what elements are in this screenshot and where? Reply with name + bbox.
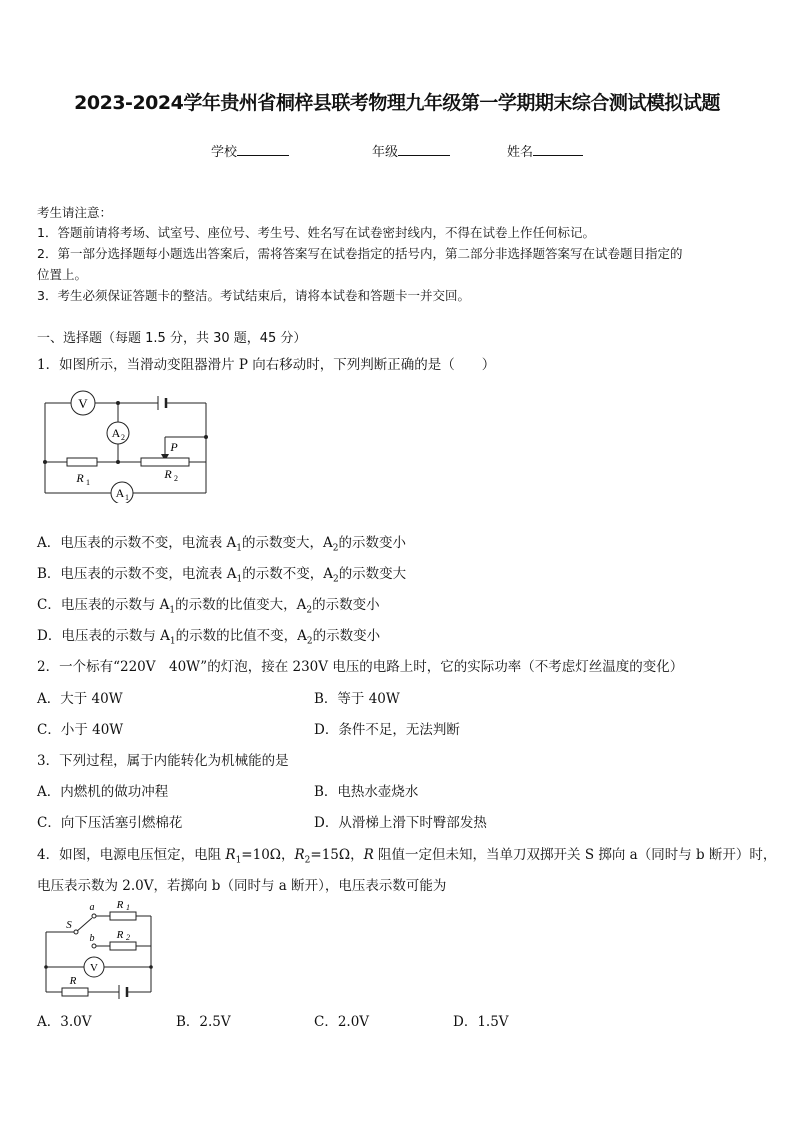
question-4-stem-line-2: 电压表示数为 2.0V，若掷向 b（同时与 a 断开），电压表示数可能为	[37, 878, 447, 894]
contact-b-label: b	[89, 933, 95, 944]
question-4-option-d[interactable]: D．1.5V	[453, 1014, 509, 1030]
notice-item: 1．答题前请将考场、试室号、座位号、考生号、姓名写在试卷密封线内，不得在试卷上作任何标记。	[37, 225, 595, 240]
resistor-r-label: R	[69, 975, 77, 987]
name-field[interactable]	[507, 141, 583, 160]
resistor-r2-label: R	[116, 929, 124, 941]
contact-a-label: a	[89, 902, 95, 913]
question-3-option-b[interactable]: B．电热水壶烧水	[314, 784, 419, 800]
grade-field[interactable]	[372, 141, 450, 160]
resistor-r	[62, 988, 88, 996]
question-3-option-d[interactable]: D．从滑梯上滑下时臀部发热	[314, 815, 487, 831]
question-1-option-b[interactable]: B．电压表的示数不变，电流表 $A_1$的示数不变，$A_2$的示数变大	[37, 566, 407, 585]
resistor-r1	[67, 458, 97, 466]
name-label: 姓名	[507, 145, 534, 160]
question-1-option-c[interactable]: C．电压表的示数与 $A_1$的示数的比值变大，$A_2$的示数变小	[37, 597, 380, 616]
question-2-option-c[interactable]: C．小于 40W	[37, 722, 124, 738]
grade-label: 年级	[372, 145, 399, 160]
resistor-r1-label: R	[76, 471, 84, 485]
question-2-stem: 2．一个标有“220V 40W”的灯泡，接在 230V 电压的电路上时，它的实际功率（不考虑灯丝温度的变化）	[37, 659, 684, 675]
section-heading: 一、选择题（每题 1.5 分，共 30 题，45 分）	[37, 331, 307, 346]
ammeter-2-label: A	[111, 426, 121, 440]
school-field[interactable]	[211, 141, 289, 160]
question-3-stem: 3．下列过程，属于内能转化为机械能的是	[37, 753, 289, 769]
notice-item: 3．考生必须保证答题卡的整洁。考试结束后，请将本试卷和答题卡一并交回。	[37, 288, 470, 303]
notice-item: 2．第一部分选择题每小题选出答案后，需将答案写在试卷指定的括号内，第二部分非选择题答案写在试卷题目指定的	[37, 246, 683, 261]
switch-contact-a	[92, 914, 96, 918]
school-blank[interactable]	[237, 143, 289, 156]
rheostat-r2-subscript: 2	[174, 474, 178, 483]
resistor-r2	[110, 942, 136, 950]
question-4-option-c[interactable]: C．2.0V	[314, 1014, 370, 1030]
question-2-option-b[interactable]: B．等于 40W	[314, 691, 400, 707]
question-4-circuit-diagram	[40, 896, 160, 1002]
rheostat-r2	[141, 458, 189, 466]
question-4-stem-line-1: 4．如图，电源电压恒定，电阻 $R_1=10\Omega$，$R_2=15\Omega$，R 阻值一定但未知，当单刀双掷开关 S 掷向 a（同时与 b 断开）时，	[37, 847, 777, 866]
notice-item: 位置上。	[37, 267, 88, 282]
rheostat-r2-label: R	[164, 467, 172, 481]
switch-pivot	[74, 930, 78, 934]
slider-p-label: P	[170, 440, 178, 454]
switch-contact-b	[92, 944, 96, 948]
ammeter-1-label: A	[115, 486, 125, 500]
resistor-r1-label: R	[116, 899, 124, 911]
question-2-option-a[interactable]: A．大于 40W	[37, 691, 123, 707]
voltmeter-label: V	[78, 396, 88, 411]
voltmeter-label: V	[90, 962, 98, 974]
question-1-option-d[interactable]: D．电压表的示数与 $A_1$的示数的比值不变，$A_2$的示数变小	[37, 628, 381, 647]
question-4-option-b[interactable]: B．2.5V	[176, 1014, 231, 1030]
resistor-r1-subscript: 1	[126, 903, 130, 912]
resistor-r1-subscript: 1	[86, 478, 90, 487]
ammeter-2-subscript: 2	[121, 433, 125, 442]
page-title: 2023-2024学年贵州省桐梓县联考物理九年级第一学期期末综合测试模拟试题	[74, 92, 720, 114]
name-blank[interactable]	[533, 143, 583, 156]
question-2-option-d[interactable]: D．条件不足，无法判断	[314, 722, 460, 738]
resistor-r2-subscript: 2	[126, 933, 130, 942]
question-1-circuit-diagram	[38, 385, 218, 503]
notice-heading: 考生请注意：	[37, 205, 113, 220]
ammeter-1-subscript: 1	[125, 493, 129, 502]
switch-s-label: S	[66, 919, 72, 931]
question-4-option-a[interactable]: A．3.0V	[37, 1014, 92, 1030]
resistor-r1	[110, 912, 136, 920]
grade-blank[interactable]	[398, 143, 450, 156]
question-1-stem: 1．如图所示，当滑动变阻器滑片 P 向右移动时，下列判断正确的是（ ）	[37, 357, 496, 373]
school-label: 学校	[211, 145, 238, 160]
question-3-option-a[interactable]: A．内燃机的做功冲程	[37, 784, 169, 800]
question-3-option-c[interactable]: C．向下压活塞引燃棉花	[37, 815, 183, 831]
question-1-option-a[interactable]: A．电压表的示数不变，电流表 $A_1$的示数变大，$A_2$的示数变小	[37, 535, 407, 554]
